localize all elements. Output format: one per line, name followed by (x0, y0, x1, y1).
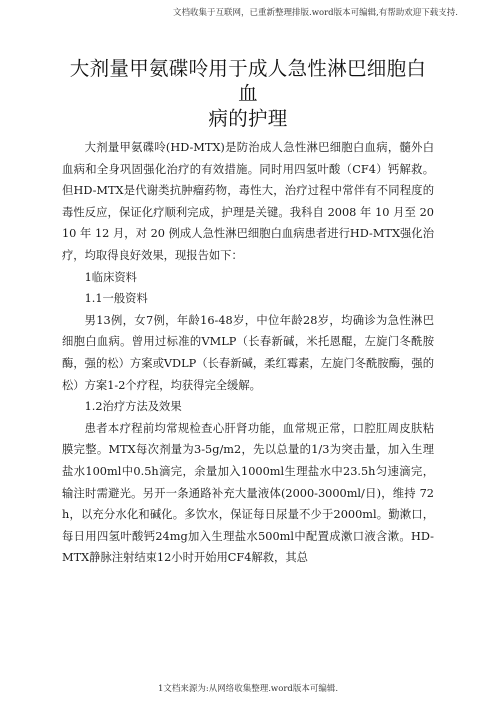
general-info-paragraph: 男13例，女7例，年龄16-48岁，中位年龄28岁，均确诊为急性淋巴细胞白血病。曾用过标准的VMLP（长春新碱，米托恩醌，左旋门冬酰胺酶，强的松）方案或VDLP（长春新碱，柔红霉素，左旋门冬酰胺酶，强的松）方案1-2个疗程，均获得完全缓解。 (62, 313, 434, 392)
document-title (62, 56, 434, 131)
intro-paragraph: 大剂量甲氨碟呤(HD-MTX)是防治成人急性淋巴细胞白血病，髓外白血病和全身巩固强化治疗的有效措施。同时用四氢叶酸（CF4）钙解救。但HD-MTX是代谢类抗肿瘤药物，毒性大，治疗过程中常伴有不同程度的毒性反应，保证化疗顺利完成，护理是关键。我科自 2008 年 10 月至 2010 年 12 月，对 20 例成人急性淋巴细胞白血病患者进行HD-MTX强化治疗，均取得良好效果，现报告如下： (62, 141, 434, 262)
title-line-2: 病的护理 (208, 107, 288, 130)
section-heading-1-2: 1.2治疗方法及效果 (84, 400, 182, 414)
title-line-1: 大剂量甲氨碟呤用于成人急性淋巴细胞白血 (69, 57, 427, 105)
header-note: 文档收集于互联网，已重新整理排版.word版本可编辑,有帮助欢迎下载支持. (172, 8, 458, 18)
footer-note: 1文档来源为:从网络收集整理.word版本可编辑. (157, 684, 339, 694)
section-heading-1: 1临床资料 (84, 270, 137, 284)
section-heading-1-1: 1.1一般资料 (84, 292, 148, 306)
document-content (62, 56, 434, 569)
treatment-paragraph: 患者本疗程前均常规检查心肝肾功能，血常规正常，口腔肛周皮肤粘膜完整。MTX每次剂量为3-5g/m2，先以总量的1/3为突击量，加入生理盐水100ml中0.5h滴完，余量加入1000ml生理盐水中23.5h匀速滴完，输注时需避光。另开一条通路补充大量液体(2000-3000ml/日)，维持 72h，以充分水化和碱化。多饮水，保证每日尿量不少于2000ml。勤漱口，每日用四氢叶酸钙24mg加入生理盐水500ml中配置成漱口液含漱。HD-MTX静脉注射结束12小时开始用CF4解救，其总 (62, 421, 434, 565)
